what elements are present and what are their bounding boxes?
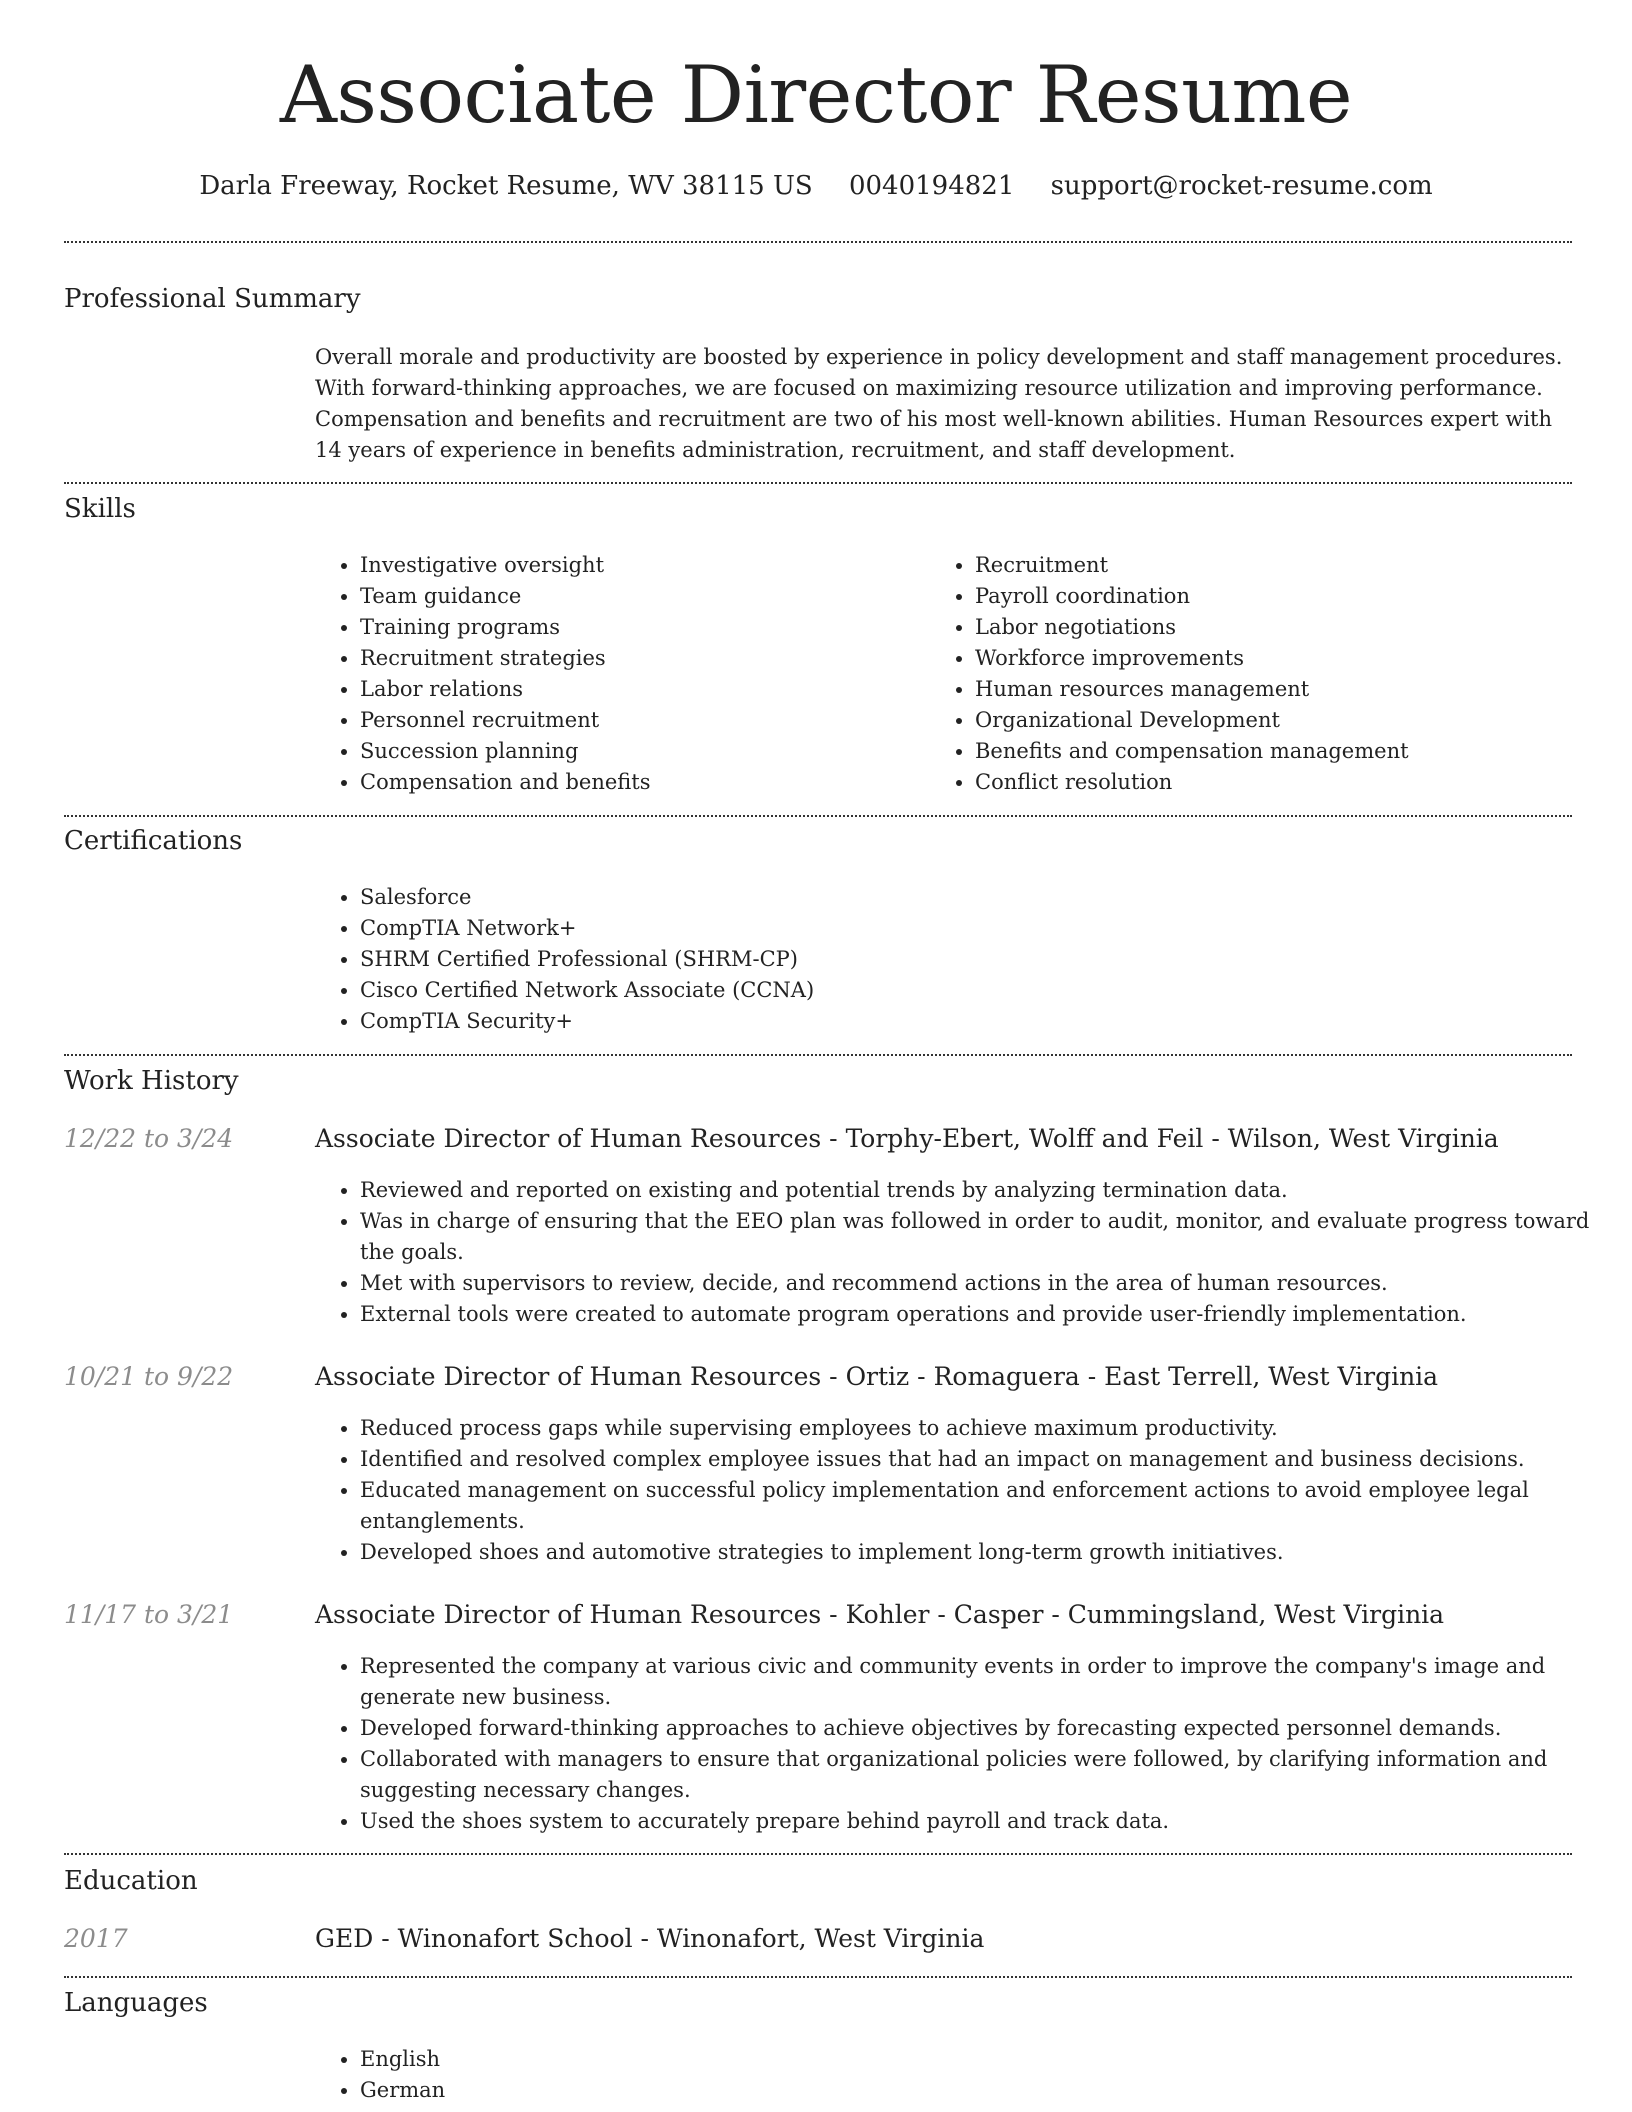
list-item: • Conflict resolution — [975, 767, 1615, 798]
divider — [64, 1976, 1572, 1978]
list-item: • Human resources management — [975, 674, 1615, 705]
certifications-list — [315, 882, 1560, 1037]
skills-list-left — [315, 550, 920, 798]
divider — [64, 241, 1572, 243]
list-item: • Labor relations — [360, 674, 920, 705]
list-item: • German — [360, 2075, 960, 2106]
list-item: • External tools were created to automate program operations and provide user-friendly implementation. — [360, 1299, 1610, 1330]
list-item: • Collaborated with managers to ensure that organizational policies were followed, by clarifying information and suggesting necessary changes. — [360, 1744, 1610, 1806]
contact-line — [0, 171, 1632, 201]
list-item: • Personnel recruitment — [360, 705, 920, 736]
list-item: • Educated management on successful policy implementation and enforcement actions to avoid employee legal entanglements. — [360, 1475, 1610, 1537]
list-item: • CompTIA Security+ — [360, 1006, 1560, 1037]
job-title: Associate Director of Human Resources - Kohler - Casper - Cummingsland, West Virginia — [315, 1600, 1445, 1629]
list-item: • SHRM Certified Professional (SHRM-CP) — [360, 944, 1560, 975]
list-item: • English — [360, 2044, 960, 2075]
list-item: • Used the shoes system to accurately prepare behind payroll and track data. — [360, 1806, 1610, 1837]
contact-email: support@rocket-resume.com — [1050, 171, 1433, 201]
job-title: Associate Director of Human Resources - Torphy-Ebert, Wolff and Feil - Wilson, West Virginia — [315, 1124, 1499, 1153]
list-item: • Met with supervisors to review, decide, and recommend actions in the area of human resources. — [360, 1268, 1610, 1299]
list-item: • Reduced process gaps while supervising employees to achieve maximum productivity. — [360, 1413, 1610, 1444]
list-item: • Recruitment strategies — [360, 643, 920, 674]
job-bullets — [315, 1651, 1610, 1837]
job-title: Associate Director of Human Resources - Ortiz - Romaguera - East Terrell, West Virginia — [315, 1362, 1439, 1391]
contact-address: Darla Freeway, Rocket Resume, WV 38115 US — [199, 171, 813, 201]
languages-heading: Languages — [64, 1988, 208, 2018]
list-item: • Developed forward-thinking approaches to achieve objectives by forecasting expected personnel demands. — [360, 1713, 1610, 1744]
contact-phone: 0040194821 — [848, 171, 1015, 201]
job-dates: 11/17 to 3/21 — [64, 1600, 234, 1629]
list-item: • Compensation and benefits — [360, 767, 920, 798]
resume-title: Associate Director Resume — [279, 49, 1353, 141]
skills-heading: Skills — [64, 494, 136, 524]
list-item: • Training programs — [360, 612, 920, 643]
divider — [64, 482, 1572, 484]
list-item: • Workforce improvements — [975, 643, 1615, 674]
education-entry: GED - Winonafort School - Winonafort, West Virginia — [315, 1924, 985, 1953]
job-dates: 12/22 to 3/24 — [64, 1124, 234, 1153]
job-bullets — [315, 1175, 1610, 1330]
summary-heading: Professional Summary — [64, 284, 361, 314]
list-item: • Payroll coordination — [975, 581, 1615, 612]
list-item: • Developed shoes and automotive strategies to implement long-term growth initiatives. — [360, 1537, 1610, 1568]
list-item: • Recruitment — [975, 550, 1615, 581]
list-item: • Reviewed and reported on existing and potential trends by analyzing termination data. — [360, 1175, 1610, 1206]
list-item: • Cisco Certified Network Associate (CCNA) — [360, 975, 1560, 1006]
list-item: • Identified and resolved complex employee issues that had an impact on management and business decisions. — [360, 1444, 1610, 1475]
job-bullets — [315, 1413, 1610, 1568]
list-item: • Salesforce — [360, 882, 1560, 913]
work-heading: Work History — [64, 1066, 239, 1096]
divider — [64, 1054, 1572, 1056]
list-item: • Labor negotiations — [975, 612, 1615, 643]
list-item: • Succession planning — [360, 736, 920, 767]
divider — [64, 815, 1572, 817]
list-item: • Investigative oversight — [360, 550, 920, 581]
skills-list-right — [930, 550, 1615, 798]
list-item: • Team guidance — [360, 581, 920, 612]
list-item: • CompTIA Network+ — [360, 913, 1560, 944]
education-heading: Education — [64, 1866, 198, 1896]
summary-text: Overall morale and productivity are boosted by experience in policy development and staff management procedures. With forward-thinking approaches, we are focused on maximizing resource utilization and improving performance. Compensation and benefits and recruitment are two of his most well-known abilities. Human Resources expert with 14 years of experience in benefits administration, recruitment, and staff development. — [315, 345, 1563, 462]
list-item: • Organizational Development — [975, 705, 1615, 736]
education-date: 2017 — [64, 1924, 128, 1953]
languages-list — [315, 2044, 960, 2106]
certifications-heading: Certifications — [64, 826, 243, 856]
job-dates: 10/21 to 9/22 — [64, 1362, 234, 1391]
divider — [64, 1853, 1572, 1855]
list-item: • Was in charge of ensuring that the EEO plan was followed in order to audit, monitor, and evaluate progress toward the goals. — [360, 1206, 1610, 1268]
list-item: • Represented the company at various civic and community events in order to improve the company's image and generate new business. — [360, 1651, 1610, 1713]
list-item: • Benefits and compensation management — [975, 736, 1615, 767]
